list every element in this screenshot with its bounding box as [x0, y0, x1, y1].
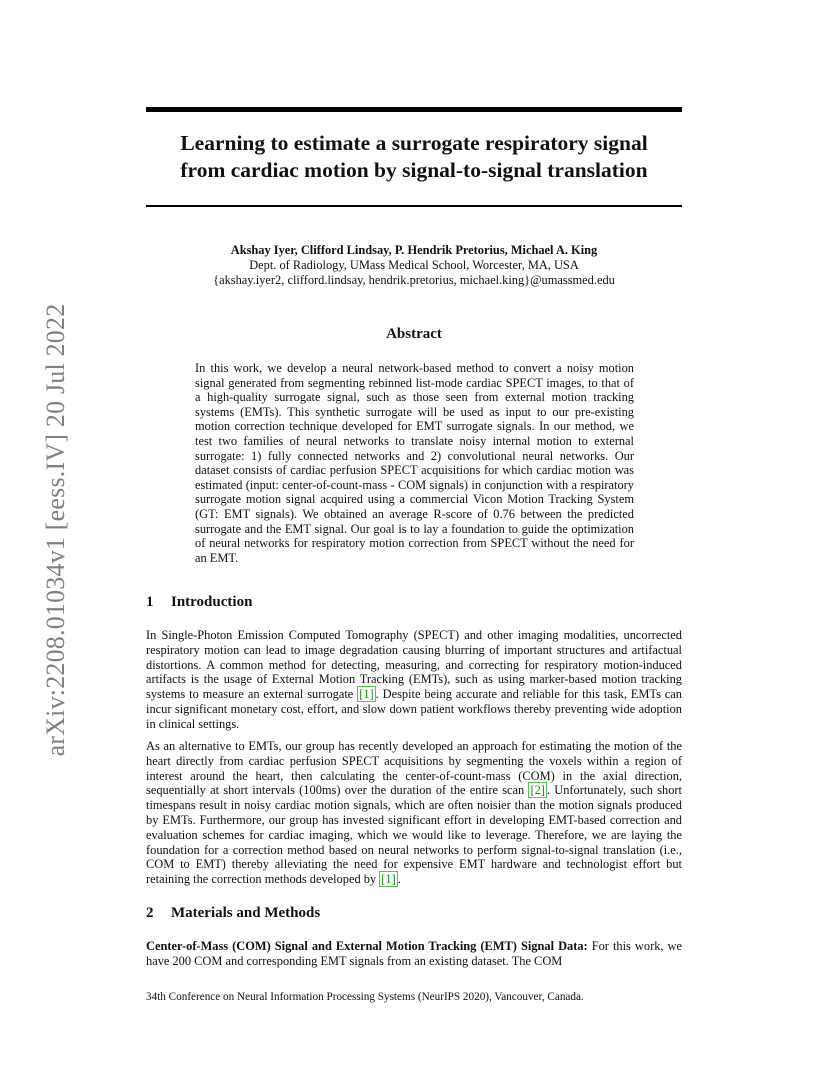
title-line-2: from cardiac motion by signal-to-signal translation: [180, 158, 648, 182]
section-2-heading: [146, 905, 320, 922]
title-top-rule: [146, 107, 682, 112]
citation-link-1b[interactable]: [1]: [381, 872, 396, 887]
author-block: [146, 243, 682, 289]
methods-paragraph-1: [146, 939, 682, 969]
section-2-number: 2: [146, 905, 154, 921]
intro-p1-text-a: In Single-Photon Emission Computed Tomography (SPECT) and other imaging modalities, uncorrected respiratory motion can lead to image degradation causing blurring of important structures and artifactual distortions. A common method for detecting, measuring, and correcting for respiratory motion-induced artifacts is the usage of External Motion Tracking (EMTs), such as using marker-based motion tracking systems to measure an external surrogate: [146, 628, 682, 702]
intro-p2-text-c: .: [397, 872, 401, 887]
title-bottom-rule: [146, 205, 682, 207]
section-1-number: 1: [146, 594, 154, 610]
abstract-text: In this work, we develop a neural network-based method to convert a noisy motion signal generated from segmenting rebinned list-mode cardiac SPECT images, to that of a high-quality surrogate signal, such as those seen from external motion tracking systems (EMTs). This synthetic surrogate will be used as input to our pre-existing motion correction technique developed for EMT surrogate signals. In our method, we test two families of neural networks to translate noisy internal motion to external surrogate: 1) fully connected networks and 2) convolutional neural networks. Our dataset consists of cardiac perfusion SPECT acquisitions for which cardiac motion was estimated (input: center-of-count-mass - COM signals) in conjunction with a respiratory surrogate motion signal acquired using a commercial Vicon Motion Tracking System (GT: EMT signals). We obtained an average R-score of 0.76 between the predicted surrogate and the EMT signal. Our goal is to lay a foundation to guide the optimization of neural networks for respiratory motion correction from SPECT without the need for an EMT.: [195, 361, 634, 565]
section-1-title: Introduction: [171, 594, 253, 610]
arxiv-stamp: arXiv:2208.01034v1 [eess.IV] 20 Jul 2022: [41, 303, 70, 757]
citation-link-1[interactable]: [1]: [359, 687, 374, 702]
section-1-heading: [146, 594, 252, 611]
intro-p2-text-a: As an alternative to EMTs, our group has recently developed an approach for estimating the motion of the heart directly from cardiac perfusion SPECT acquisitions by segmenting the voxels within a region of interest around the heart, then calculating the center-of-count-mass (COM) in the axial direction, sequentially at short intervals (100ms) over the duration of the entire scan: [146, 739, 682, 798]
methods-p1-text: For this work, we have 200 COM and corresponding EMT signals from an existing dataset. The COM: [146, 939, 682, 968]
title-line-1: Learning to estimate a surrogate respiratory signal: [180, 131, 648, 155]
abstract-heading: Abstract: [386, 326, 442, 342]
author-names: Akshay Iyer, Clifford Lindsay, P. Hendrik Pretorius, Michael A. King: [230, 243, 598, 257]
conference-footer: 34th Conference on Neural Information Processing Systems (NeurIPS 2020), Vancouver, Canada.: [146, 991, 584, 1003]
intro-paragraph-1: [146, 628, 682, 732]
paper-title: [146, 130, 682, 184]
section-2-title: Materials and Methods: [171, 905, 321, 921]
methods-p1-lead: Center-of-Mass (COM) Signal and External Motion Tracking (EMT) Signal Data:: [146, 939, 588, 953]
intro-paragraph-2: [146, 739, 682, 887]
affiliation: Dept. of Radiology, UMass Medical School, Worcester, MA, USA: [249, 258, 579, 273]
intro-p1-text-b: . Despite being accurate and reliable for this task, EMTs can incur significant monetary cost, effort, and slow down patient workflows thereby preventing wide adoption in clinical settings.: [146, 687, 682, 731]
author-emails: {akshay.iyer2, clifford.lindsay, hendrik.pretorius, michael.king}@umassmed.edu: [213, 273, 615, 288]
citation-link-2[interactable]: [2]: [530, 783, 545, 798]
intro-p2-text-b: . Unfortunately, such short timespans result in noisy cardiac motion signals, which are often noisier than the motion signals produced by EMTs. Furthermore, our group has invested significant effort in developing EMT-based correction and evaluation schemes for cardiac imaging, which we would like to leverage. Therefore, we are laying the foundation for a correction method based on neural networks to perform signal-to-signal translation (i.e., COM to EMT) thereby alleviating the need for expensive EMT hardware and technologist effort but retaining the correction methods developed by: [146, 783, 683, 887]
